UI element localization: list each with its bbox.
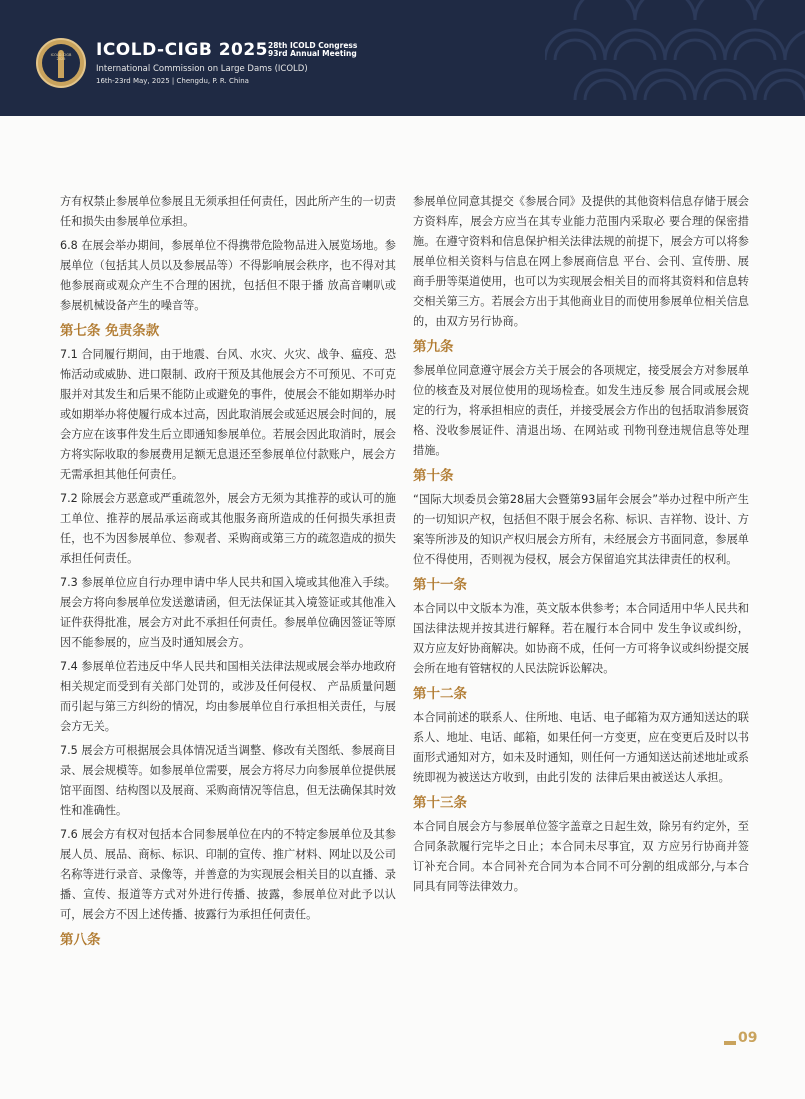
logo-text: ICOLD-CIGB 2025 [50, 53, 72, 61]
paragraph: 7.1 合同履行期间，由于地震、台风、水灾、火灾、战争、瘟疫、恐怖活动或威胁、进口限制、政府干预及其他展会方不可预见、不可克服并对其发生和后果不能防止或避免的事件，使展会不能如期举办时或如期举办将使履行成本过高，因此取消展会或延迟展会时间的，展会方应在该事件发生后立即通知参展单位。若展会因此取消时，展会方将实际收取的参展费用足额无息退还至参展单位付款账户，展会方无需承担其他任何责任。 [60, 348, 396, 481]
event-dates: 16th-23rd May, 2025 | Chengdu, P. R. China [96, 77, 249, 85]
page-header [0, 0, 805, 116]
paragraph: “国际大坝委员会第28届大会暨第93届年会展会”举办过程中所产生的一切知识产权，包括但不限于展会名称、标识、吉祥物、设计、方案等所涉及的知识产权归展会方所有，未经展会方书面同意，参展单位不得使用，否则视为侵权，展会方保留追究其法律责任的权利。 [413, 493, 749, 566]
paragraph: 7.5 展会方可根据展会具体情况适当调整、修改有关图纸、参展商目录、展会规模等。如参展单位需要，展会方将尽力向参展单位提供展馆平面图、结构图以及展商、采购商情况等信息，但无法确保其时效性和准确性。 [60, 744, 396, 817]
paragraph: 参展单位同意遵守展会方关于展会的各项规定，接受展会方对参展单位的核查及对展位使用的现场检查。如发生违反参 展合同或展会规定的行为，将承担相应的责任，并接受展会方作出的包括取消参展资格、没收参展证件、清退出场、在网站或 刊物刊登违规信息等处理措施。 [413, 364, 749, 457]
paragraph: 本合同自展会方与参展单位签字盖章之日起生效，除另有约定外，至合同条款履行完毕之日止；本合同未尽事宜，双 方应另行协商并签订补充合同。本合同补充合同为本合同不可分割的组成部分,与本合同具有同等法律效力。 [413, 820, 749, 893]
congress-info [268, 42, 357, 58]
section-heading-11: 第十一条 [413, 577, 467, 593]
page-number-bar [724, 1041, 736, 1045]
section-heading-13: 第十三条 [413, 795, 467, 811]
section-heading-10: 第十条 [413, 468, 454, 484]
paragraph: 7.6 展会方有权对包括本合同参展单位在内的不特定参展单位及其参展人员、展品、商标、标识、印制的宣传、推广材料、网址以及公司名称等进行录音、录像等，并善意的为实现展会相关目的以直播、录播、宣传、报道等方式对外进行传播、披露，参展单位对此予以认可，展会方不因上述传播、披露行为承担任何责任。 [60, 828, 396, 921]
paragraph: 本合同以中文版本为准，英文版本供参考；本合同适用中华人民共和国法律法规并按其进行解释。若在履行本合同中 发生争议或纠纷，双方应友好协商解决。如协商不成，任何一方可将争议或纠纷提交展会所在地有管辖权的人民法院诉讼解决。 [413, 602, 749, 675]
paragraph: 7.3 参展单位应自行办理申请中华人民共和国入境或其他准入手续。展会方将向参展单位发送邀请函，但无法保证其入境签证或其他准入证件获得批准，展会方对此不承担任何责任。参展单位确因签证等原因不能参展的，应当及时通知展会方。 [60, 576, 396, 649]
paragraph: 7.2 除展会方恶意或严重疏忽外，展会方无须为其推荐的或认可的施工单位、推荐的展品承运商或其他服务商所造成的任何损失承担责任，也不为因参展单位、参观者、采购商或第三方的疏忽造成的损失承担任何责任。 [60, 492, 396, 565]
paragraph: 本合同前述的联系人、住所地、电话、电子邮箱为双方通知送达的联系人、地址、电话、邮箱，如果任何一方变更，应在变更后及时以书面形式通知对方，如未及时通知，则任何一方通知送达前述地址或系统即视为被送达方收到，由此引发的 法律后果由被送达人承担。 [413, 711, 749, 784]
section-heading-9: 第九条 [413, 339, 454, 355]
congress-line-1: 28th ICOLD Congress [268, 41, 358, 50]
paragraph: 参展单位同意其提交《参展合同》及提供的其他资料信息存储于展会方资料库，展会方应当在其专业能力范围内采取必 要合理的保密措施。在遵守资料和信息保护相关法律法规的前提下，展会方可以将参展单位相关资料与信息在网上参展商信息 平台、会刊、宣传册、展商手册等渠道使用，也可以为实现展会相关目的而将其资料和信息转交相关第三方。若展会方出于其他商业目的而使用参展单位相关信息的，由双方另行协商。 [413, 195, 749, 328]
section-heading-8: 第八条 [60, 932, 101, 948]
page-number: 09 [738, 1030, 758, 1046]
icold-logo [36, 38, 86, 88]
section-heading-7: 第七条 免责条款 [60, 323, 160, 339]
wave-pattern-decoration [545, 0, 805, 116]
left-column [60, 192, 396, 954]
commission-name: International Commission on Large Dams (ICOLD) [96, 64, 308, 74]
paragraph: 6.8 在展会举办期间，参展单位不得携带危险物品进入展览场地。参展单位（包括其人员以及参展品等）不得影响展会秩序，也不得对其他参展商或观众产生不合理的困扰，包括但不限于播 放高音喇叭或参展机械设备产生的噪音等。 [60, 239, 396, 312]
brand-title: ICOLD-CIGB 2025 [96, 40, 269, 60]
section-heading-12: 第十二条 [413, 686, 467, 702]
right-column [413, 192, 749, 901]
paragraph: 方有权禁止参展单位参展且无须承担任何责任，因此所产生的一切责任和损失由参展单位承担。 [60, 195, 396, 228]
paragraph: 7.4 参展单位若违反中华人民共和国相关法律法规或展会举办地政府相关规定而受到有关部门处罚的，或涉及任何侵权、 产品质量问题而引起与第三方纠纷的情况，均由参展单位自行承担相关责任，与展会方无关。 [60, 660, 396, 733]
congress-line-2: 93rd Annual Meeting [268, 49, 357, 58]
